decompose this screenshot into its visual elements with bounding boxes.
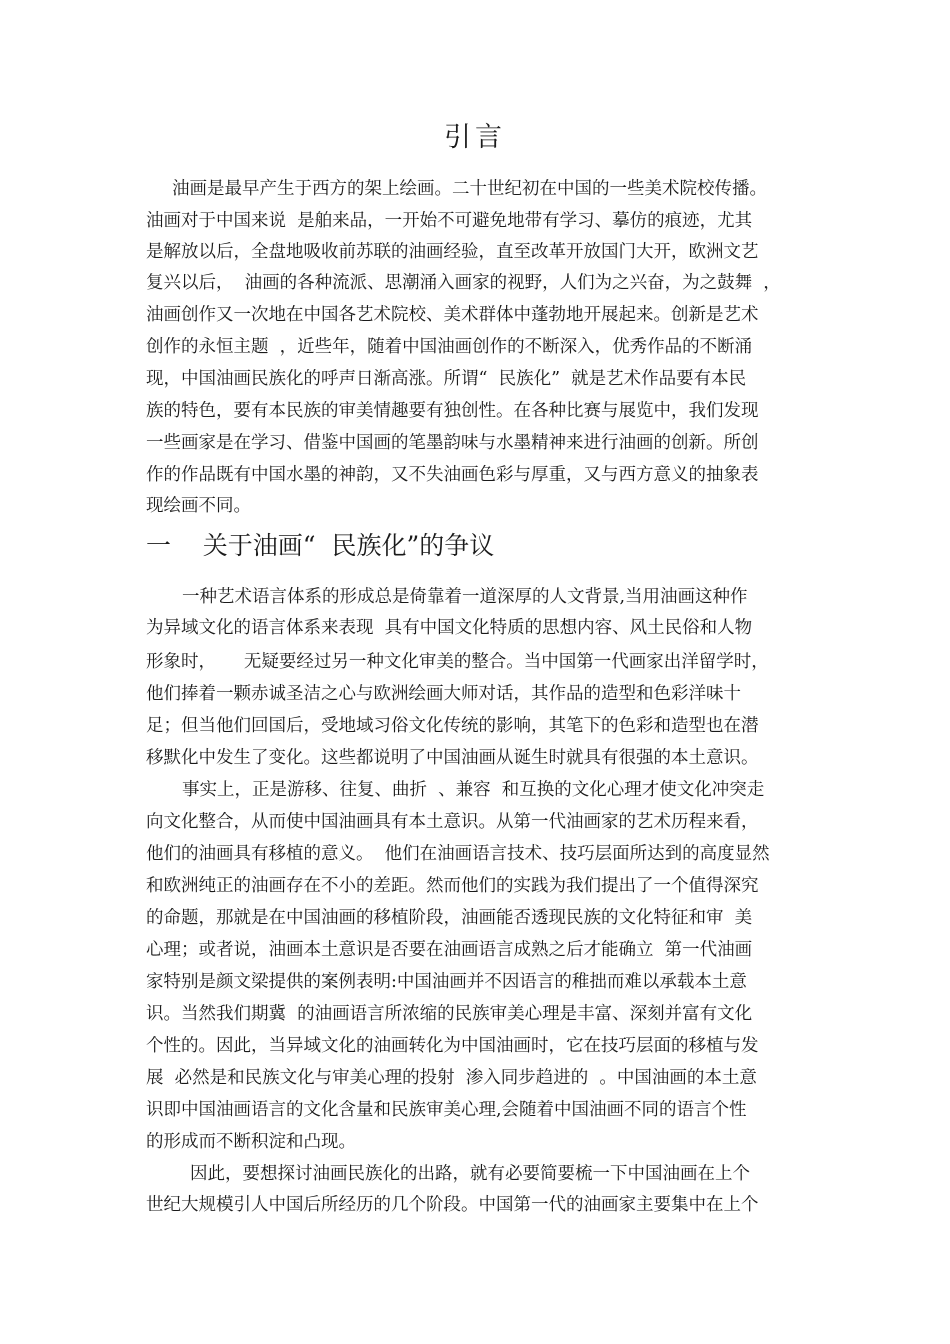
intro-line: 族的特色，要有本民族的审美情趣要有独创性。在各种比赛与展览中，我们发现 [146, 401, 759, 421]
intro-line: 创作的永恒主题 ，近些年，随着中国油画创作的不断深入，优秀作品的不断涌 [146, 337, 753, 357]
intro-line: 现绘画不同。 [146, 496, 251, 516]
section-line: 识即中国油画语言的文化含量和民族审美心理,会随着中国油画不同的语言个性 [146, 1100, 747, 1120]
section-line: 他们的油画具有移植的意义。 他们在油画语言技术、技巧层面所达到的高度显然 [146, 844, 770, 864]
section-line: 事实上，正是游移、往复、曲折 、兼容 和互换的文化心理才使文化冲突走 [182, 780, 765, 800]
section-line: 他们捧着一颗赤诚圣洁之心与欧洲绘画大师对话，其作品的造型和色彩洋味十 [146, 684, 741, 704]
section-line: 移默化中发生了变化。这些都说明了中国油画从诞生时就具有很强的本土意识。 [146, 748, 759, 768]
section-line: 个性的。因此，当异域文化的油画转化为中国油画时，它在技巧层面的移植与发 [146, 1036, 759, 1056]
intro-line: 现，中国油画民族化的呼声日渐高涨。所谓“ 民族化” 就是艺术作品要有本民 [146, 369, 747, 389]
intro-line: 作的作品既有中国水墨的神韵，又不失油画色彩与厚重，又与西方意义的抽象表 [146, 465, 759, 485]
section-line: 向文化整合，从而使中国油画具有本土意识。从第一代油画家的艺术历程来看， [146, 812, 759, 832]
intro-line: 一些画家是在学习、借鉴中国画的笔墨韵味与水墨精神来进行油画的创新。所创 [146, 433, 759, 453]
section-line: 识。当然我们期冀 的油画语言所浓缩的民族审美心理是丰富、深刻并富有文化 [146, 1004, 753, 1024]
section-line: 形象时， 无疑要经过另一种文化审美的整合。当中国第一代画家出洋留学时， [146, 652, 769, 672]
intro-line: 复兴以后， 油画的各种流派、思潮涌入画家的视野，人们为之兴奋，为之鼓舞 ， [146, 273, 781, 293]
section-line: 为异域文化的语言体系来表现 具有中国文化特质的思想内容、风土民俗和人物 [146, 618, 753, 638]
intro-line: 油画创作又一次地在中国各艺术院校、美术群体中蓬勃地开展起来。创新是艺术 [146, 305, 759, 325]
section-line: 足；但当他们回国后，受地域习俗文化传统的影响，其笔下的色彩和造型也在潜 [146, 716, 759, 736]
section-line: 家特别是颜文梁提供的案例表明:中国油画并不因语言的稚拙而难以承载本土意 [146, 972, 747, 992]
section-line: 世纪大规模引人中国后所经历的几个阶段。中国第一代的油画家主要集中在上个 [146, 1195, 759, 1215]
section-heading: 一 关于油画“ 民族化”的争议 [146, 531, 495, 560]
intro-line: 油画对于中国来说 是舶来品，一开始不可避免地带有学习、摹仿的痕迹，尤其 [146, 211, 753, 231]
section-line: 展 必然是和民族文化与审美心理的投射 渗入同步趋进的 。中国油画的本土意 [146, 1068, 757, 1088]
section-line: 的形成而不断积淀和凸现。 [146, 1132, 356, 1152]
intro-line: 油画是最早产生于西方的架上绘画。二十世纪初在中国的一些美术院校传播。 [172, 179, 767, 199]
section-line: 和欧洲纯正的油画存在不小的差距。然而他们的实践为我们提出了一个值得深究 [146, 876, 759, 896]
document-title: 引言 [444, 122, 506, 153]
section-line: 一种艺术语言体系的形成总是倚靠着一道深厚的人文背景,当用油画这种作 [182, 587, 748, 607]
intro-line: 是解放以后，全盘地吸收前苏联的油画经验，直至改革开放国门大开，欧洲文艺 [146, 242, 759, 262]
section-line: 因此，要想探讨油画民族化的出路，就有必要简要梳一下中国油画在上个 [190, 1164, 750, 1184]
section-line: 的命题，那就是在中国油画的移植阶段，油画能否透现民族的文化特征和审 美 [146, 908, 753, 928]
section-line: 心理；或者说，油画本土意识是否要在油画语言成熟之后才能确立 第一代油画 [146, 940, 753, 960]
